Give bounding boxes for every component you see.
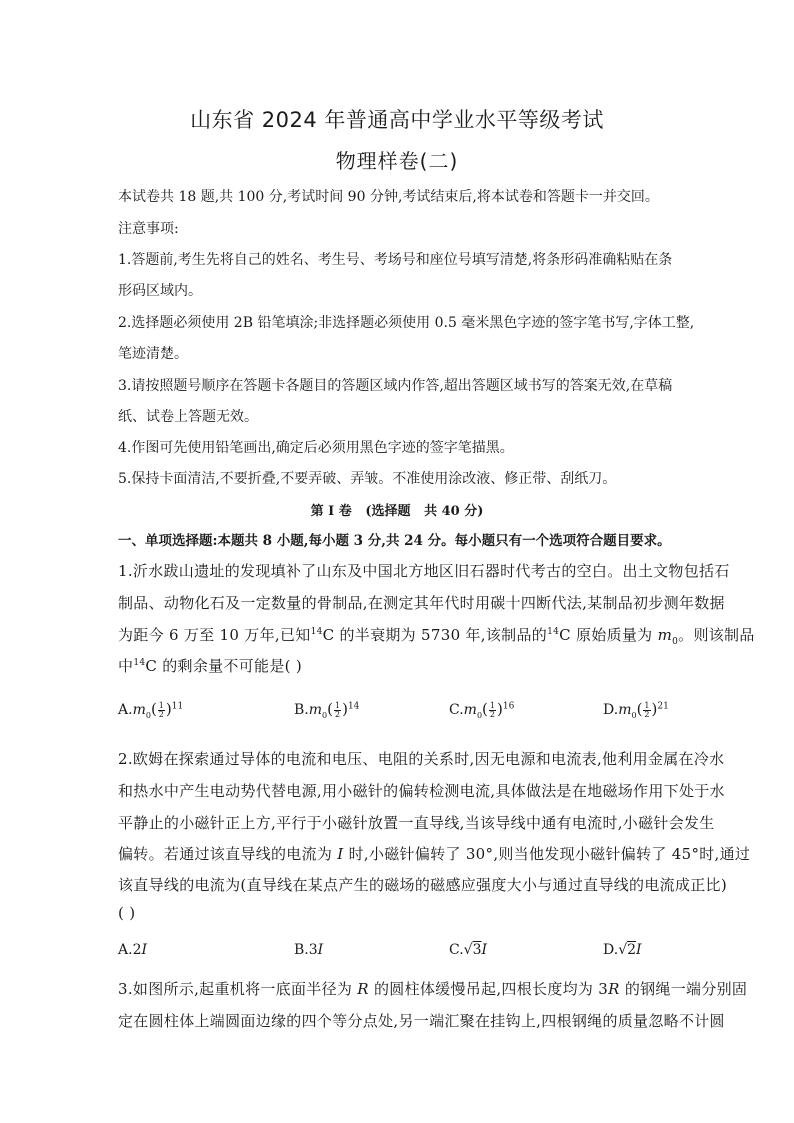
q1-option-d: $D.m_0$( $\frac{1}{2}$ )$^{21}$ (603, 700, 669, 720)
q1-line: 中$^{14}$C 的剩余量不可能是( ) (118, 657, 302, 675)
q3-line: 定在圆柱体上端圆面边缘的四个等分点处,另一端汇聚在挂钩上,四根钢绳的质量忽略不计圆 (118, 1012, 725, 1030)
q1-line: 制品、动物化石及一定数量的骨制品,在测定其年代时用碳十四断代法,某制品初步测年数据 (118, 594, 725, 612)
q1-line: 1.沂水跋山遗址的发现填补了山东及中国北方地区旧石器时代考古的空白。出土文物包括石 (118, 562, 730, 580)
q2-option-a: A.2I (118, 942, 148, 958)
q2-line: 2.欧姆在探索通过导体的电流和电压、电阻的关系时,因无电源和电流表,他利用金属在冷水 (118, 750, 725, 768)
q2-line: ( ) (118, 904, 136, 922)
sqrt-sign: √ (618, 942, 628, 958)
q1-option-a: $A.m_0$( $\frac{1}{2}$ )$^{11}$ (118, 700, 184, 720)
q2-option-b: B.3I (294, 942, 324, 958)
q1-line: 为距今 6 万至 10 万年,已知$^{14}$C 的半衰期为 5730 年,该制品的$^{14}$C 原始质量为 $m_0$。则该制品 (118, 626, 755, 647)
q2-line: 和热水中产生电动势代替电源,用小磁针的偏转检测电流,具体做法是在地磁场作用下处于水 (118, 782, 725, 800)
q2-option-d: D.√2I (603, 942, 642, 958)
q2-line: 该直导线的电流为(直导线在某点产生的磁场的磁感应强度大小与通过直导线的电流成正比) (118, 876, 728, 894)
note-line: 4.作图可先使用铅笔画出,确定后必须用黑色字迹的签字笔描黑。 (118, 440, 514, 456)
exam-subtitle: 物理样卷(二) (335, 149, 459, 173)
part-heading: 一、单项选择题:本题共 8 小题,每小题 3 分,共 24 分。每小题只有一个选项符合题目要求。 (118, 533, 671, 549)
q3-line: 3.如图所示,起重机将一底面半径为 R 的圆柱体缓慢吊起,四根长度均为 3R 的钢绳一端分别固 (118, 980, 748, 998)
note-line: 笔迹清楚。 (118, 346, 188, 362)
exam-title: 山东省 2024 年普通高中学业水平等级考试 (190, 108, 604, 132)
section-title: 第 I 卷 (选择题 共 40 分) (310, 504, 484, 519)
sqrt-sign: √ (463, 942, 473, 958)
q1-option-c: $C.m_0$( $\frac{1}{2}$ )$^{16}$ (449, 700, 515, 720)
intro-text: 本试卷共 18 题,共 100 分,考试时间 90 分钟,考试结束后,将本试卷和答题卡一并交回。 (118, 189, 659, 205)
note-line: 3.请按照题号顺序在答题卡各题目的答题区域内作答,超出答题区域书写的答案无效,在草稿 (118, 378, 673, 394)
note-line: 2.选择题必须使用 2B 铅笔填涂;非选择题必须使用 0.5 毫米黑色字迹的签字笔书写,字体工整, (118, 315, 695, 331)
note-line: 纸、试卷上答题无效。 (118, 409, 258, 425)
notes-heading: 注意事项: (118, 221, 179, 237)
note-line: 5.保持卡面清洁,不要折叠,不要弄破、弄皱。不准使用涂改液、修正带、刮纸刀。 (118, 471, 617, 487)
q1-option-b: $B.m_0$( $\frac{1}{2}$ )$^{14}$ (294, 700, 360, 720)
q2-option-c: C.√3I (449, 942, 488, 958)
q2-line: 平静止的小磁针正上方,平行于小磁针放置一直导线,当该导线中通有电流时,小磁针会发生 (118, 814, 715, 832)
note-line: 1.答题前,考生先将自己的姓名、考生号、考场号和座位号填写清楚,将条形码准确粘贴在条 (118, 252, 673, 268)
note-line: 形码区域内。 (118, 283, 202, 299)
q2-line: 偏转。若通过该直导线的电流为 I 时,小磁针偏转了 30°,则当他发现小磁针偏转了 45°时,通过 (118, 845, 751, 863)
